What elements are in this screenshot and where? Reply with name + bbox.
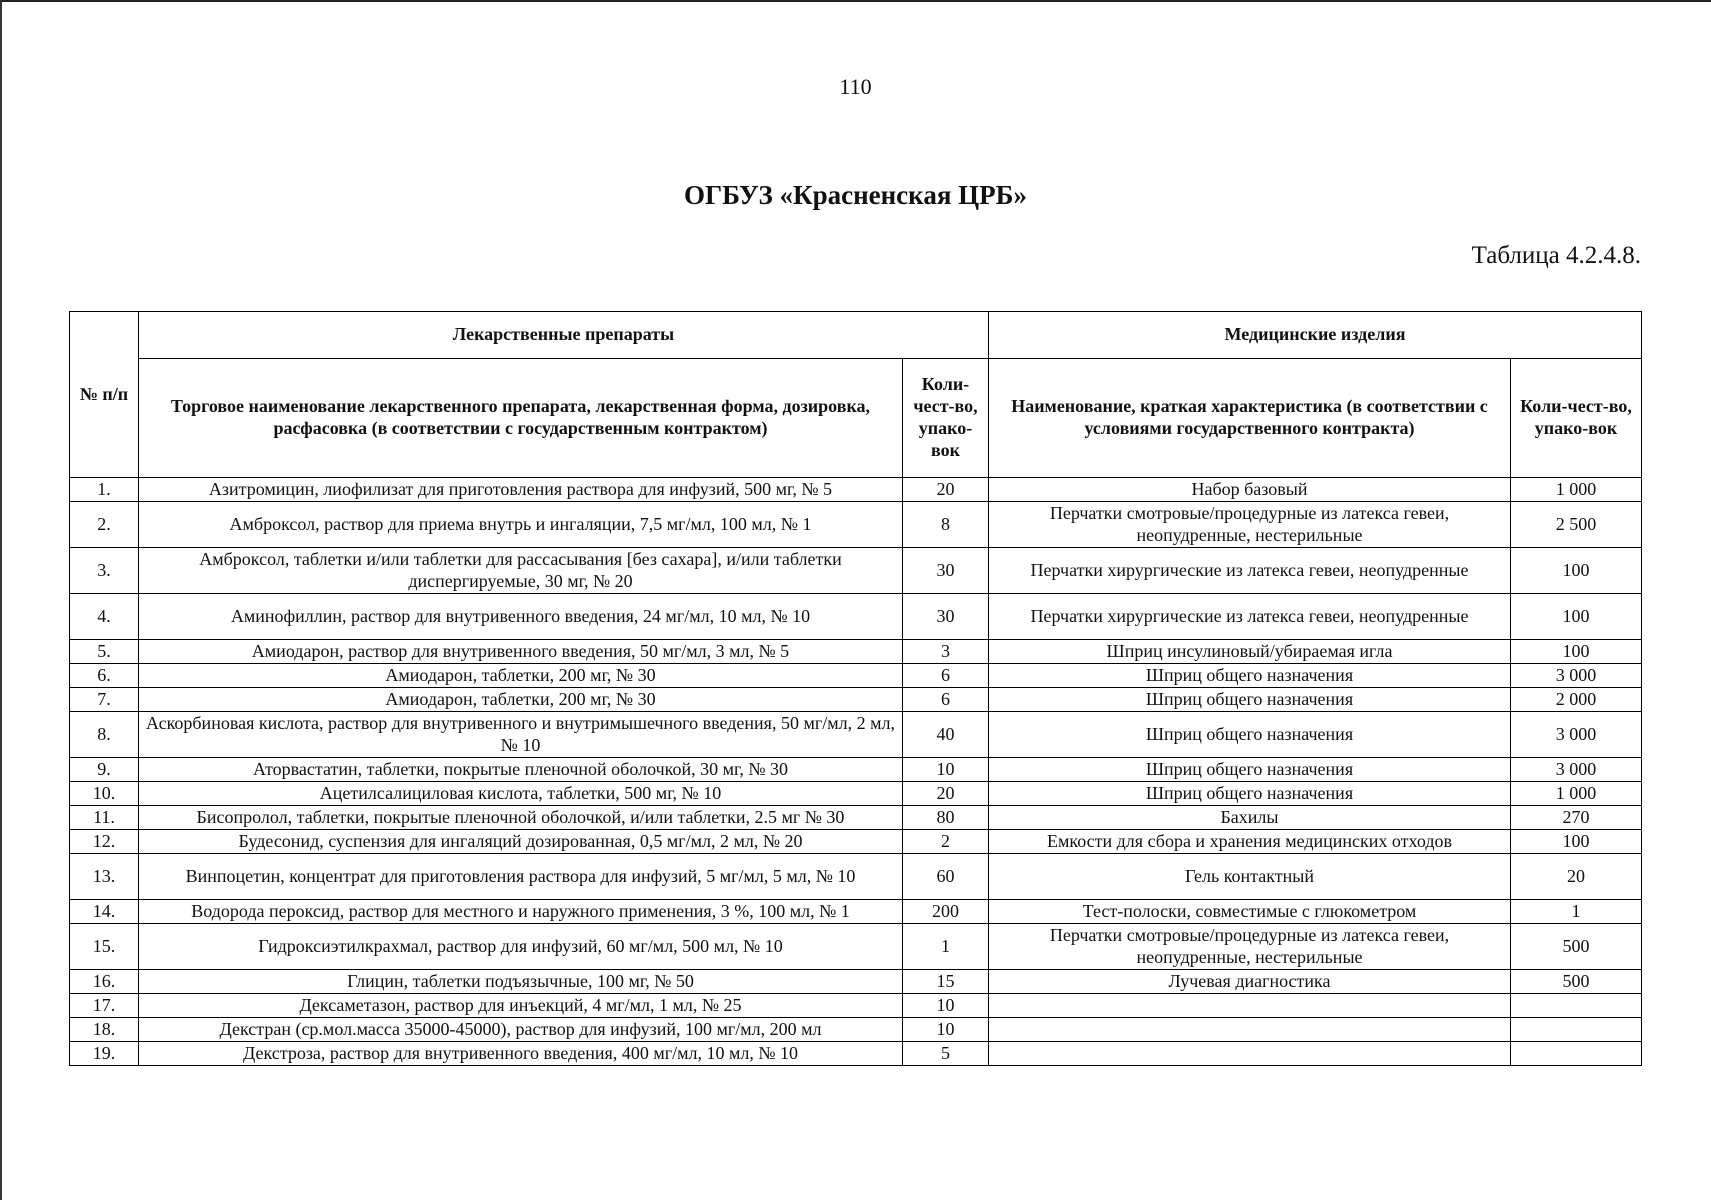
device-name-cell: Бахилы	[989, 806, 1511, 830]
device-qty-cell	[1511, 994, 1642, 1018]
table-row	[70, 548, 1642, 594]
device-qty-cell: 1	[1511, 900, 1642, 924]
device-qty-cell: 500	[1511, 970, 1642, 994]
row-number: 16.	[70, 970, 139, 994]
device-name-cell: Шприц инсулиновый/убираемая игла	[989, 640, 1511, 664]
header-drug-qty: Коли-чест-во, упако-вок	[903, 359, 989, 478]
header-drug-name: Торговое наименование лекарственного препарата, лекарственная форма, дозировка, расфасовка (в соответствии с государственным контрактом)	[139, 359, 903, 478]
drug-name-cell: Амиодарон, раствор для внутривенного введения, 50 мг/мл, 3 мл, № 5	[139, 640, 903, 664]
device-name-cell: Перчатки хирургические из латекса гевеи, неопудренные	[989, 548, 1511, 594]
drug-name-cell: Ацетилсалициловая кислота, таблетки, 500 мг, № 10	[139, 782, 903, 806]
row-number: 17.	[70, 994, 139, 1018]
device-qty-cell: 100	[1511, 548, 1642, 594]
drug-qty-cell: 60	[903, 854, 989, 900]
drug-name-cell: Бисопролол, таблетки, покрытые пленочной оболочкой, и/или таблетки, 2.5 мг № 30	[139, 806, 903, 830]
row-number: 15.	[70, 924, 139, 970]
device-qty-cell: 20	[1511, 854, 1642, 900]
drug-qty-cell: 2	[903, 830, 989, 854]
drug-qty-cell: 5	[903, 1042, 989, 1066]
table-row	[70, 712, 1642, 758]
device-qty-cell: 1 000	[1511, 478, 1642, 502]
table-row	[70, 994, 1642, 1018]
scan-edge-top	[0, 0, 1711, 2]
table-row	[70, 830, 1642, 854]
device-name-cell: Набор базовый	[989, 478, 1511, 502]
drug-name-cell: Азитромицин, лиофилизат для приготовления раствора для инфузий, 500 мг, № 5	[139, 478, 903, 502]
header-device-qty: Коли-чест-во, упако-вок	[1511, 359, 1642, 478]
table-row	[70, 640, 1642, 664]
drug-name-cell: Амиодарон, таблетки, 200 мг, № 30	[139, 664, 903, 688]
row-number: 19.	[70, 1042, 139, 1066]
drug-name-cell: Аминофиллин, раствор для внутривенного введения, 24 мг/мл, 10 мл, № 10	[139, 594, 903, 640]
drug-name-cell: Глицин, таблетки подъязычные, 100 мг, № 50	[139, 970, 903, 994]
org-title: ОГБУЗ «Красненская ЦРБ»	[683, 180, 1028, 210]
drug-qty-cell: 20	[903, 782, 989, 806]
drug-name-cell: Аторвастатин, таблетки, покрытые пленочной оболочкой, 30 мг, № 30	[139, 758, 903, 782]
device-qty-cell: 500	[1511, 924, 1642, 970]
drug-name-cell: Будесонид, суспензия для ингаляций дозированная, 0,5 мг/мл, 2 мл, № 20	[139, 830, 903, 854]
device-qty-cell: 2 500	[1511, 502, 1642, 548]
device-qty-cell: 1 000	[1511, 782, 1642, 806]
device-qty-cell: 100	[1511, 640, 1642, 664]
row-number: 1.	[70, 478, 139, 502]
device-qty-cell: 100	[1511, 594, 1642, 640]
header-devices-group: Медицинские изделия	[989, 312, 1642, 359]
device-qty-cell: 2 000	[1511, 688, 1642, 712]
row-number: 4.	[70, 594, 139, 640]
device-qty-cell: 3 000	[1511, 712, 1642, 758]
row-number: 11.	[70, 806, 139, 830]
drug-qty-cell: 200	[903, 900, 989, 924]
table-row	[70, 502, 1642, 548]
device-name-cell	[989, 1042, 1511, 1066]
drug-name-cell: Винпоцетин, концентрат для приготовления раствора для инфузий, 5 мг/мл, 5 мл, № 10	[139, 854, 903, 900]
header-row-groups	[70, 312, 1642, 359]
page-number: 110	[839, 74, 872, 99]
device-name-cell: Перчатки хирургические из латекса гевеи, неопудренные	[989, 594, 1511, 640]
drug-name-cell: Амброксол, таблетки и/или таблетки для рассасывания [без сахара], и/или таблетки диспергируемые, 30 мг, № 20	[139, 548, 903, 594]
row-number: 6.	[70, 664, 139, 688]
table-row	[70, 664, 1642, 688]
drug-qty-cell: 6	[903, 688, 989, 712]
table-row	[70, 854, 1642, 900]
header-row-sub	[70, 359, 1642, 478]
drug-name-cell: Водорода пероксид, раствор для местного и наружного применения, 3 %, 100 мл, № 1	[139, 900, 903, 924]
device-name-cell: Шприц общего назначения	[989, 664, 1511, 688]
device-name-cell: Лучевая диагностика	[989, 970, 1511, 994]
drug-qty-cell: 6	[903, 664, 989, 688]
drug-qty-cell: 10	[903, 1018, 989, 1042]
drug-name-cell: Амброксол, раствор для приема внутрь и ингаляции, 7,5 мг/мл, 100 мл, № 1	[139, 502, 903, 548]
device-name-cell: Шприц общего назначения	[989, 758, 1511, 782]
table-row	[70, 1042, 1642, 1066]
device-name-cell: Шприц общего назначения	[989, 782, 1511, 806]
device-name-cell: Гель контактный	[989, 854, 1511, 900]
drug-qty-cell: 40	[903, 712, 989, 758]
header-num: № п/п	[70, 312, 139, 478]
device-qty-cell	[1511, 1018, 1642, 1042]
row-number: 10.	[70, 782, 139, 806]
row-number: 7.	[70, 688, 139, 712]
drug-qty-cell: 80	[903, 806, 989, 830]
table-row	[70, 688, 1642, 712]
device-qty-cell: 100	[1511, 830, 1642, 854]
device-qty-cell: 3 000	[1511, 664, 1642, 688]
table-row	[70, 900, 1642, 924]
device-qty-cell: 270	[1511, 806, 1642, 830]
table-row	[70, 594, 1642, 640]
device-name-cell: Шприц общего назначения	[989, 712, 1511, 758]
drug-qty-cell: 10	[903, 994, 989, 1018]
drug-qty-cell: 8	[903, 502, 989, 548]
drug-qty-cell: 1	[903, 924, 989, 970]
device-name-cell: Перчатки смотровые/процедурные из латекса гевеи, неопудренные, нестерильные	[989, 502, 1511, 548]
row-number: 12.	[70, 830, 139, 854]
row-number: 9.	[70, 758, 139, 782]
drug-qty-cell: 30	[903, 594, 989, 640]
device-name-cell	[989, 1018, 1511, 1042]
table-row	[70, 782, 1642, 806]
drug-name-cell: Амиодарон, таблетки, 200 мг, № 30	[139, 688, 903, 712]
device-name-cell: Перчатки смотровые/процедурные из латекса гевеи, неопудренные, нестерильные	[989, 924, 1511, 970]
drug-qty-cell: 10	[903, 758, 989, 782]
drug-name-cell: Декстран (ср.мол.масса 35000-45000), раствор для инфузий, 100 мг/мл, 200 мл	[139, 1018, 903, 1042]
device-qty-cell: 3 000	[1511, 758, 1642, 782]
table-row	[70, 924, 1642, 970]
device-qty-cell	[1511, 1042, 1642, 1066]
header-drugs-group: Лекарственные препараты	[139, 312, 989, 359]
row-number: 18.	[70, 1018, 139, 1042]
drug-name-cell: Дексаметазон, раствор для инъекций, 4 мг/мл, 1 мл, № 25	[139, 994, 903, 1018]
drug-qty-cell: 3	[903, 640, 989, 664]
device-name-cell: Емкости для сбора и хранения медицинских отходов	[989, 830, 1511, 854]
row-number: 14.	[70, 900, 139, 924]
table-row	[70, 806, 1642, 830]
table-row	[70, 478, 1642, 502]
row-number: 2.	[70, 502, 139, 548]
drug-name-cell: Декстроза, раствор для внутривенного введения, 400 мг/мл, 10 мл, № 10	[139, 1042, 903, 1066]
drug-qty-cell: 30	[903, 548, 989, 594]
device-name-cell: Тест-полоски, совместимые с глюкометром	[989, 900, 1511, 924]
supply-table	[69, 311, 1642, 1066]
table-label: Таблица 4.2.4.8.	[1471, 242, 1641, 269]
device-name-cell	[989, 994, 1511, 1018]
table-row	[70, 758, 1642, 782]
drug-qty-cell: 20	[903, 478, 989, 502]
table-row	[70, 1018, 1642, 1042]
header-device-name: Наименование, краткая характеристика (в соответствии с условиями государственного контракта)	[989, 359, 1511, 478]
drug-name-cell: Аскорбиновая кислота, раствор для внутривенного и внутримышечного введения, 50 мг/мл, 2 мл, № 10	[139, 712, 903, 758]
row-number: 5.	[70, 640, 139, 664]
row-number: 3.	[70, 548, 139, 594]
table-body	[70, 478, 1642, 1066]
device-name-cell: Шприц общего назначения	[989, 688, 1511, 712]
drug-name-cell: Гидроксиэтилкрахмал, раствор для инфузий, 60 мг/мл, 500 мл, № 10	[139, 924, 903, 970]
table-row	[70, 970, 1642, 994]
row-number: 8.	[70, 712, 139, 758]
drug-qty-cell: 15	[903, 970, 989, 994]
row-number: 13.	[70, 854, 139, 900]
